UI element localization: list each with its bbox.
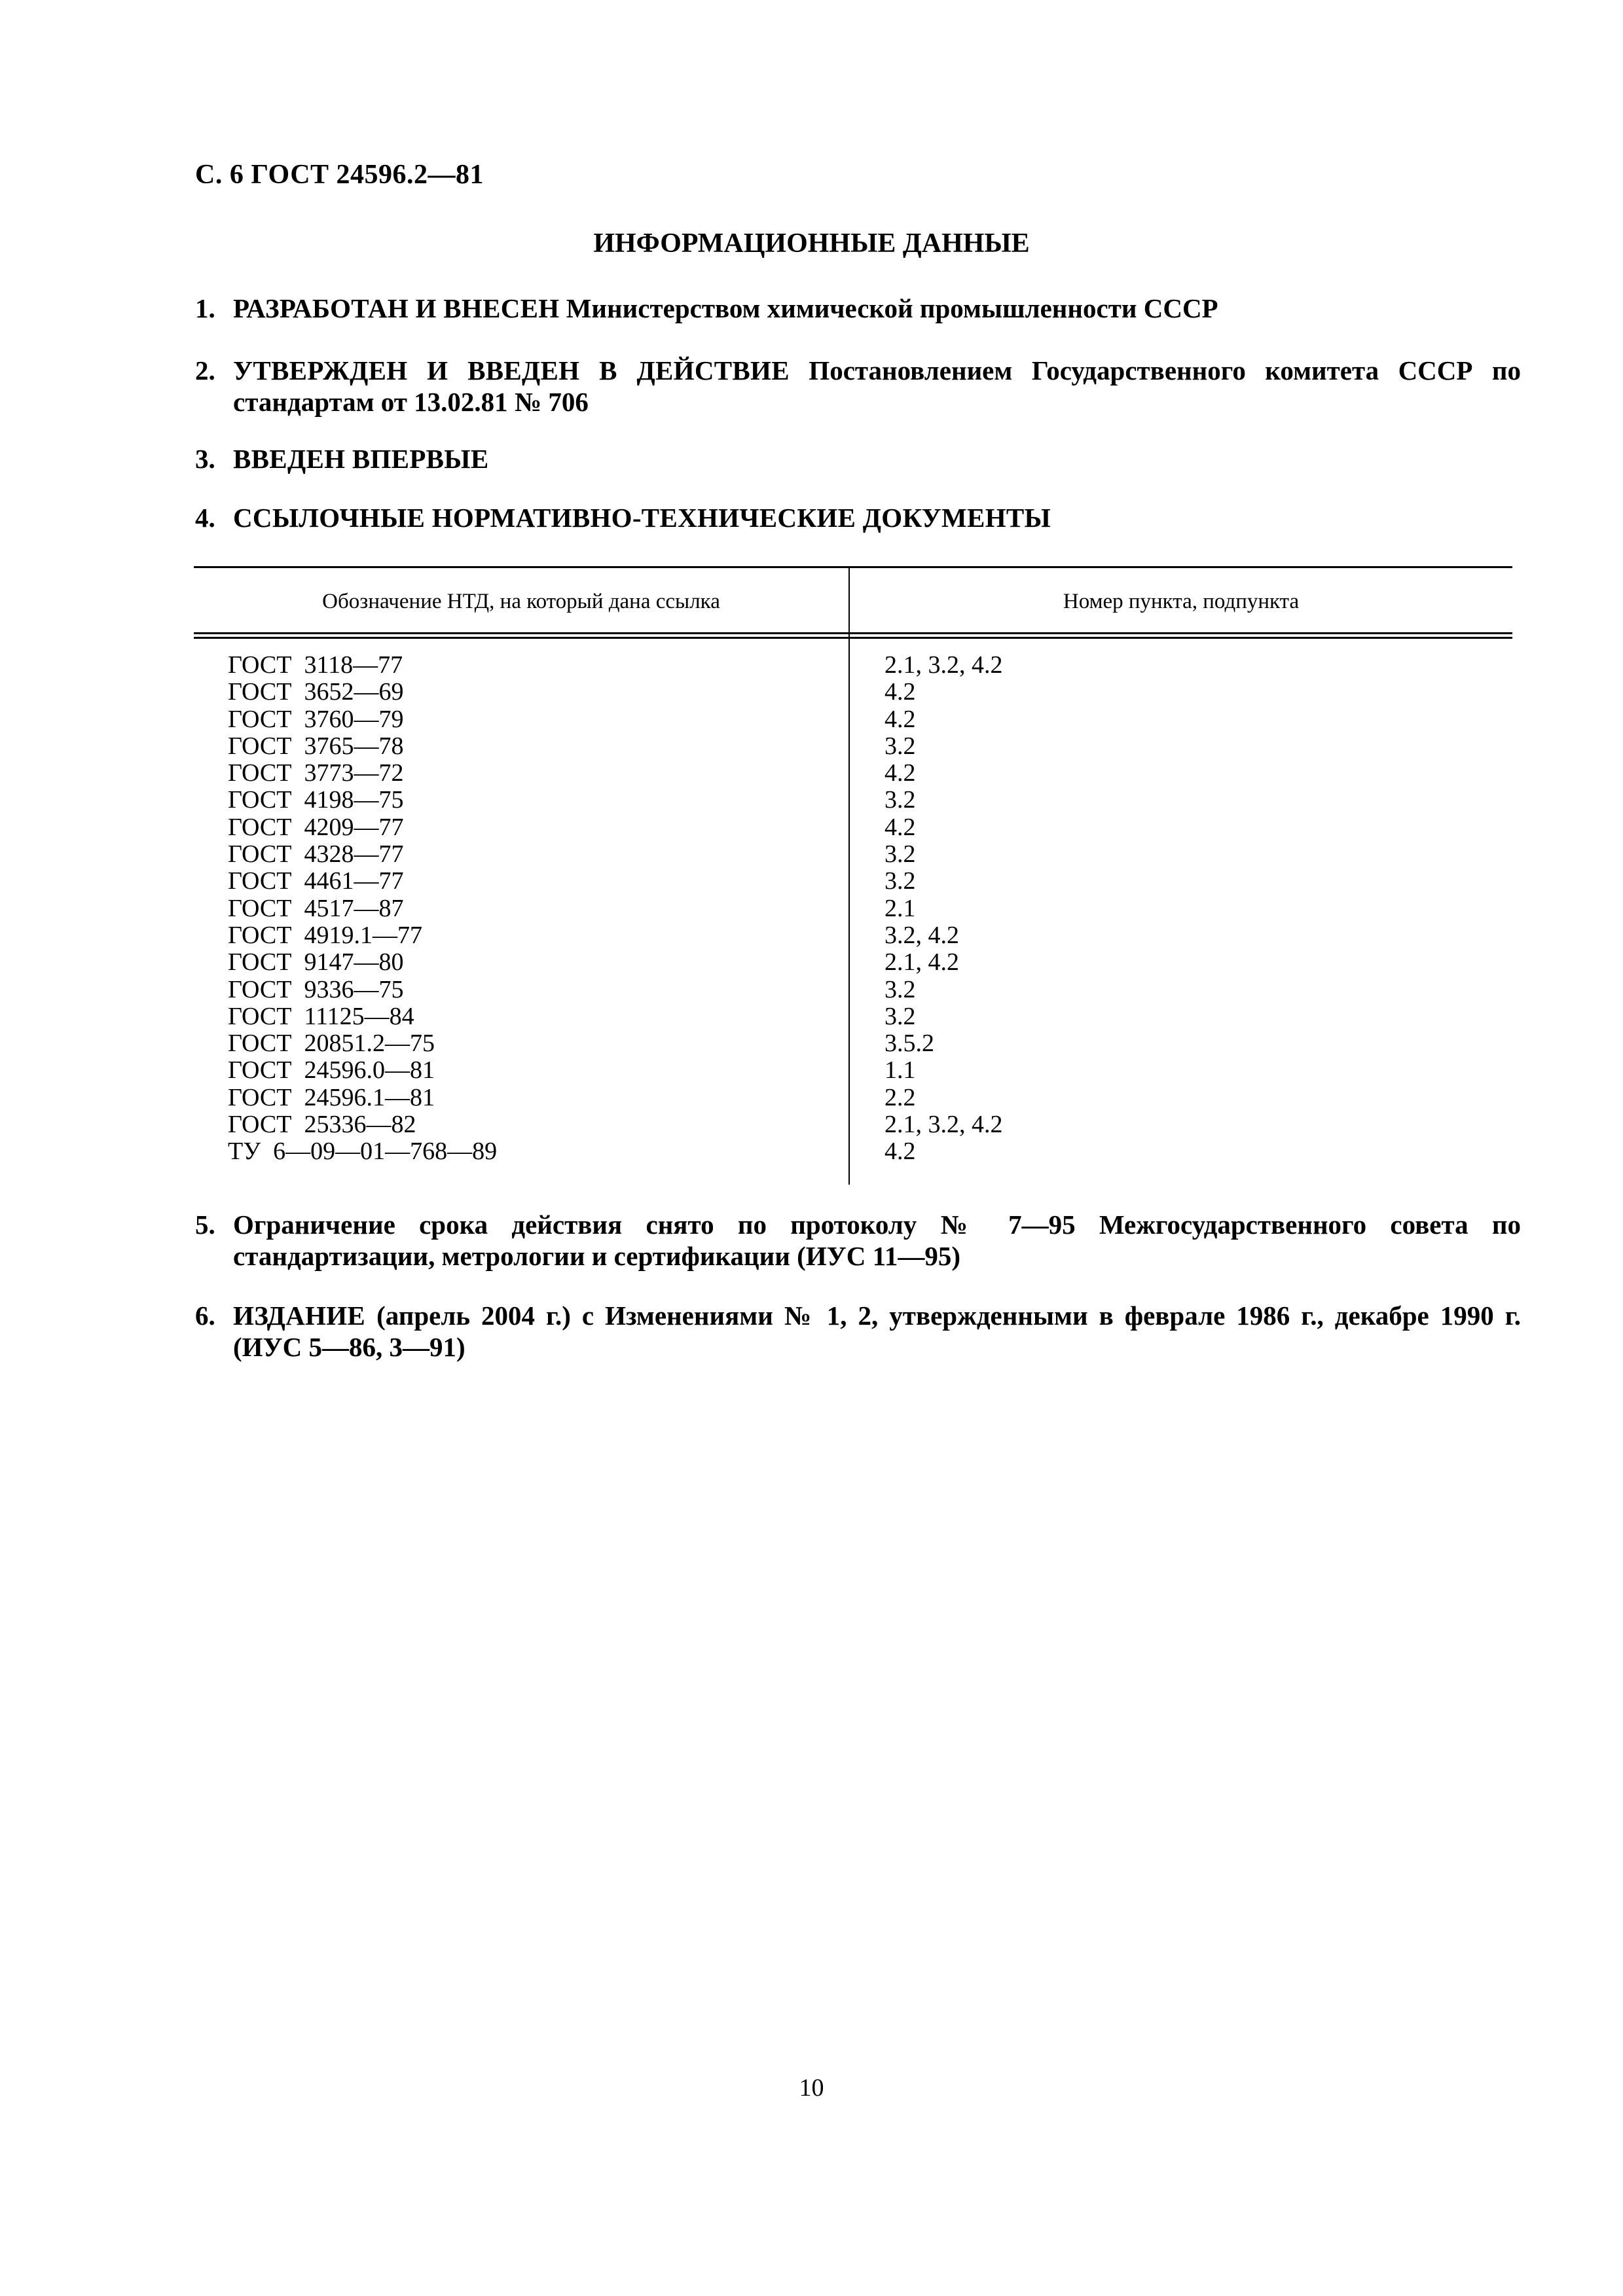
table-cell-clause: 4.2 bbox=[884, 678, 916, 706]
table-cell-document: ГОСТ 24596.1—81 bbox=[228, 1083, 435, 1111]
table-column-divider bbox=[848, 566, 850, 1185]
table-cell-clause: 3.5.2 bbox=[884, 1030, 934, 1058]
page-number: 10 bbox=[799, 2074, 824, 2102]
table-header-rule bbox=[194, 637, 1512, 639]
table-cell-document: ТУ 6—09—01—768—89 bbox=[228, 1138, 498, 1166]
table-cell-clause: 1.1 bbox=[884, 1056, 916, 1085]
item-caps: РАЗРАБОТАН И ВНЕСЕН bbox=[233, 293, 560, 323]
table-cell-clause: 3.2, 4.2 bbox=[884, 921, 959, 949]
running-head: С. 6 ГОСТ 24596.2—81 bbox=[195, 160, 484, 190]
table-cell-document: ГОСТ 3760—79 bbox=[228, 705, 404, 733]
table-cell-clause: 2.1, 3.2, 4.2 bbox=[884, 651, 1003, 679]
item-caps: ВВЕДЕН ВПЕРВЫЕ bbox=[233, 444, 489, 474]
item-caps: ССЫЛОЧНЫЕ НОРМАТИВНО-ТЕХНИЧЕСКИЕ ДОКУМЕНТЫ bbox=[233, 503, 1051, 533]
table-cell-document: ГОСТ 4209—77 bbox=[228, 813, 404, 841]
table-cell-document: ГОСТ 4919.1—77 bbox=[228, 921, 422, 949]
info-item-1 bbox=[195, 293, 1521, 324]
table-cell-clause: 4.2 bbox=[884, 759, 916, 787]
table-column-clauses bbox=[884, 652, 1003, 1166]
item-text: Ограничение срока действия снято по протоколу № 7—95 Межгосударственного совета по стандартизации, метрологии и сертификации (ИУС 11—95) bbox=[233, 1210, 1521, 1271]
table-cell-document: ГОСТ 24596.0—81 bbox=[228, 1056, 435, 1085]
table-cell-clause: 3.2 bbox=[884, 1002, 916, 1030]
item-number: 3. bbox=[195, 444, 215, 474]
table-cell-clause: 2.1, 3.2, 4.2 bbox=[884, 1111, 1003, 1139]
table-cell-document: ГОСТ 3652—69 bbox=[228, 678, 404, 706]
table-cell-document: ГОСТ 4328—77 bbox=[228, 840, 404, 869]
table-cell-clause: 2.1 bbox=[884, 894, 916, 922]
info-item-6 bbox=[195, 1300, 1521, 1363]
info-item-5 bbox=[195, 1209, 1521, 1272]
item-number: 4. bbox=[195, 503, 215, 533]
item-text: (апрель 2004 г.) с Изменениями № 1, 2, утвержденными в феврале 1986 г., декабре 1990 г. (ИУС 5—86, 3—91) bbox=[233, 1300, 1521, 1362]
table-cell-clause: 2.2 bbox=[884, 1083, 916, 1111]
table-cell-document: ГОСТ 4461—77 bbox=[228, 867, 404, 895]
item-caps: ИЗДАНИЕ bbox=[233, 1300, 366, 1331]
table-header-rule bbox=[194, 632, 1512, 634]
table-cell-document: ГОСТ 3773—72 bbox=[228, 759, 404, 787]
table-cell-document: ГОСТ 9147—80 bbox=[228, 948, 404, 977]
table-cell-document: ГОСТ 9336—75 bbox=[228, 975, 404, 1003]
table-cell-clause: 2.1, 4.2 bbox=[884, 948, 959, 977]
table-cell-document: ГОСТ 20851.2—75 bbox=[228, 1030, 435, 1058]
table-cell-document: ГОСТ 4198—75 bbox=[228, 786, 404, 814]
table-cell-clause: 4.2 bbox=[884, 813, 916, 841]
table-cell-document: ГОСТ 3765—78 bbox=[228, 732, 404, 760]
item-caps: УТВЕРЖДЕН И ВВЕДЕН В ДЕЙСТВИЕ bbox=[233, 355, 790, 386]
page-title: ИНФОРМАЦИОННЫЕ ДАННЫЕ bbox=[593, 228, 1030, 259]
info-item-2 bbox=[195, 355, 1521, 418]
item-text: Постановлением Государственного комитета СССР по стандартам от 13.02.81 № 706 bbox=[233, 355, 1521, 417]
table-header-clause: Номер пункта, подпункта bbox=[1063, 590, 1300, 613]
info-item-4 bbox=[195, 502, 1521, 533]
item-number: 2. bbox=[195, 355, 215, 386]
table-header-document: Обозначение НТД, на который дана ссылка bbox=[322, 590, 720, 613]
table-cell-clause: 4.2 bbox=[884, 705, 916, 733]
table-column-documents bbox=[228, 652, 497, 1166]
info-item-3 bbox=[195, 443, 1521, 475]
table-cell-clause: 3.2 bbox=[884, 786, 916, 814]
item-number: 1. bbox=[195, 293, 215, 323]
table-cell-document: ГОСТ 3118—77 bbox=[228, 651, 403, 679]
table-cell-clause: 3.2 bbox=[884, 975, 916, 1003]
item-number: 6. bbox=[195, 1300, 215, 1331]
item-text: Министерством химической промышленности СССР bbox=[559, 293, 1218, 323]
table-cell-clause: 3.2 bbox=[884, 840, 916, 869]
reference-documents-table bbox=[194, 566, 1512, 1185]
item-number: 5. bbox=[195, 1210, 215, 1240]
table-top-rule bbox=[194, 566, 1512, 568]
table-cell-document: ГОСТ 11125—84 bbox=[228, 1002, 414, 1030]
table-cell-document: ГОСТ 25336—82 bbox=[228, 1111, 416, 1139]
table-cell-clause: 3.2 bbox=[884, 732, 916, 760]
table-cell-clause: 4.2 bbox=[884, 1138, 916, 1166]
table-cell-document: ГОСТ 4517—87 bbox=[228, 894, 404, 922]
table-cell-clause: 3.2 bbox=[884, 867, 916, 895]
